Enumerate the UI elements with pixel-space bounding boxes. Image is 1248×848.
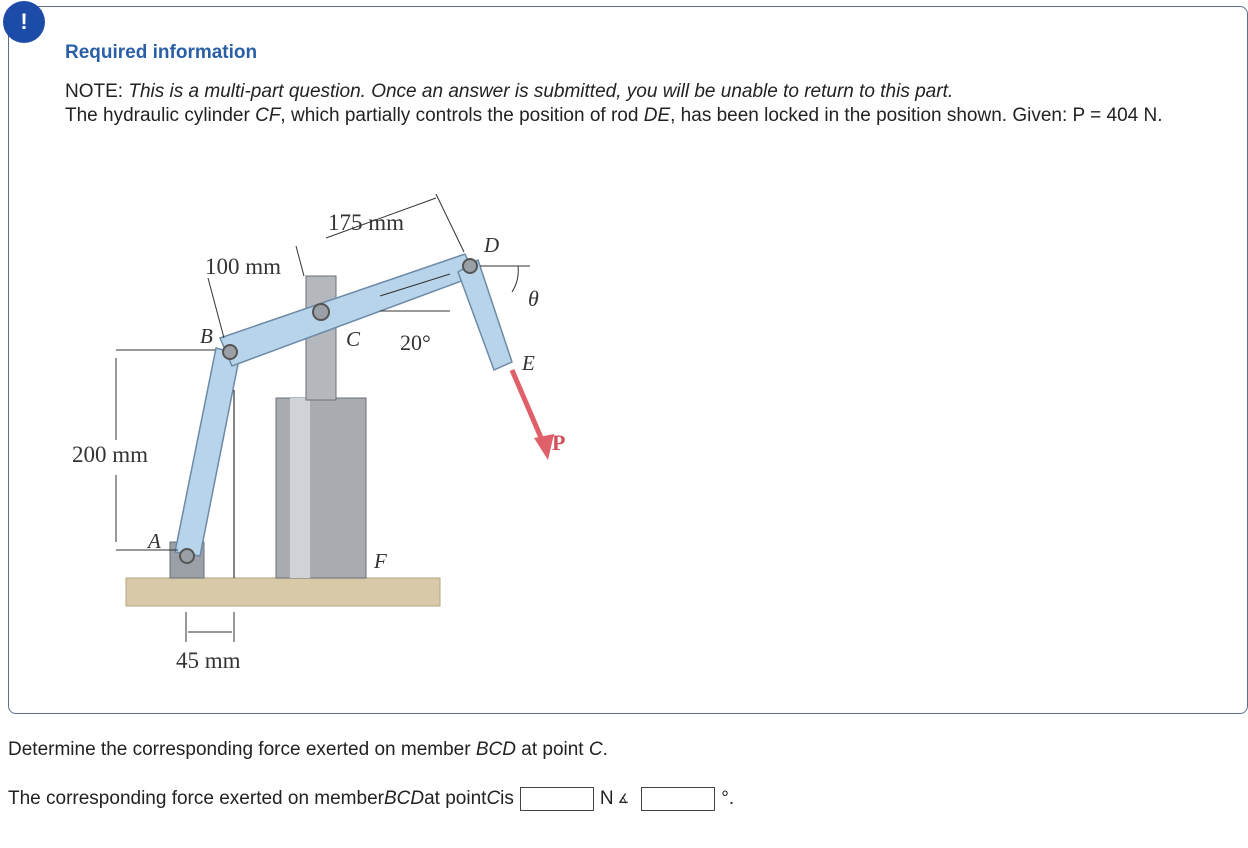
question-c: C [588, 739, 603, 760]
answer-a: The corresponding force exerted on member [8, 788, 384, 809]
dim-100-ext-right [296, 246, 304, 276]
question-a: Determine the corresponding force exerted on member [8, 739, 476, 760]
ground-base [126, 578, 440, 606]
pin-a [180, 549, 194, 563]
label-e: E [522, 351, 535, 375]
question-bcd: BCD [475, 739, 516, 760]
force-unit: N [599, 788, 614, 809]
note-line2-b: , which partially controls the position of rod [280, 105, 644, 126]
force-angle-input[interactable] [641, 787, 715, 811]
angle-20-label: 20° [400, 330, 431, 355]
label-b: B [200, 324, 213, 348]
alert-icon: ! [3, 1, 45, 43]
question-end: . [602, 739, 608, 760]
note-prefix: NOTE: [65, 81, 129, 102]
label-d: D [484, 233, 500, 257]
angle-icon: ∡ [617, 791, 630, 806]
dim-200-label: 200 mm [72, 442, 149, 467]
piston-rod [306, 276, 336, 400]
note-text [65, 80, 1205, 128]
member-ab [175, 348, 240, 556]
answer-c: C [486, 788, 501, 809]
cylinder-highlight [290, 398, 310, 578]
label-f: F [374, 549, 387, 573]
note-line2-c: , has been locked in the position shown. Given: P = 404 N. [670, 105, 1163, 126]
dim-175-ext [436, 194, 464, 252]
dim-100-label: 100 mm [205, 254, 282, 279]
label-a: A [148, 529, 161, 553]
answer-row [8, 787, 734, 811]
label-c: C [346, 327, 361, 351]
theta-label: θ [528, 286, 539, 311]
cylinder-body [276, 398, 366, 578]
mechanism-figure [60, 180, 566, 680]
answer-is: is [500, 788, 514, 809]
required-info-title: Required information [65, 42, 258, 63]
note-line2-a: The hydraulic cylinder [65, 105, 256, 126]
answer-bcd: BCD [383, 788, 425, 809]
dim-175-label: 175 mm [328, 210, 405, 235]
pin-c [313, 304, 329, 320]
pin-d [463, 259, 477, 273]
pin-b [223, 345, 237, 359]
question-b: at point [515, 739, 589, 760]
answer-b: at point [424, 788, 487, 809]
force-magnitude-input[interactable] [520, 787, 594, 811]
question-text [8, 739, 608, 761]
label-p: P [552, 430, 566, 455]
dim-45-label: 45 mm [176, 648, 241, 673]
note-cf: CF [255, 105, 281, 126]
degree-symbol: °. [721, 788, 735, 809]
note-italic: This is a multi-part question. Once an answer is submitted, you will be unable to return to this part. [128, 81, 954, 102]
note-de: DE [643, 105, 671, 126]
